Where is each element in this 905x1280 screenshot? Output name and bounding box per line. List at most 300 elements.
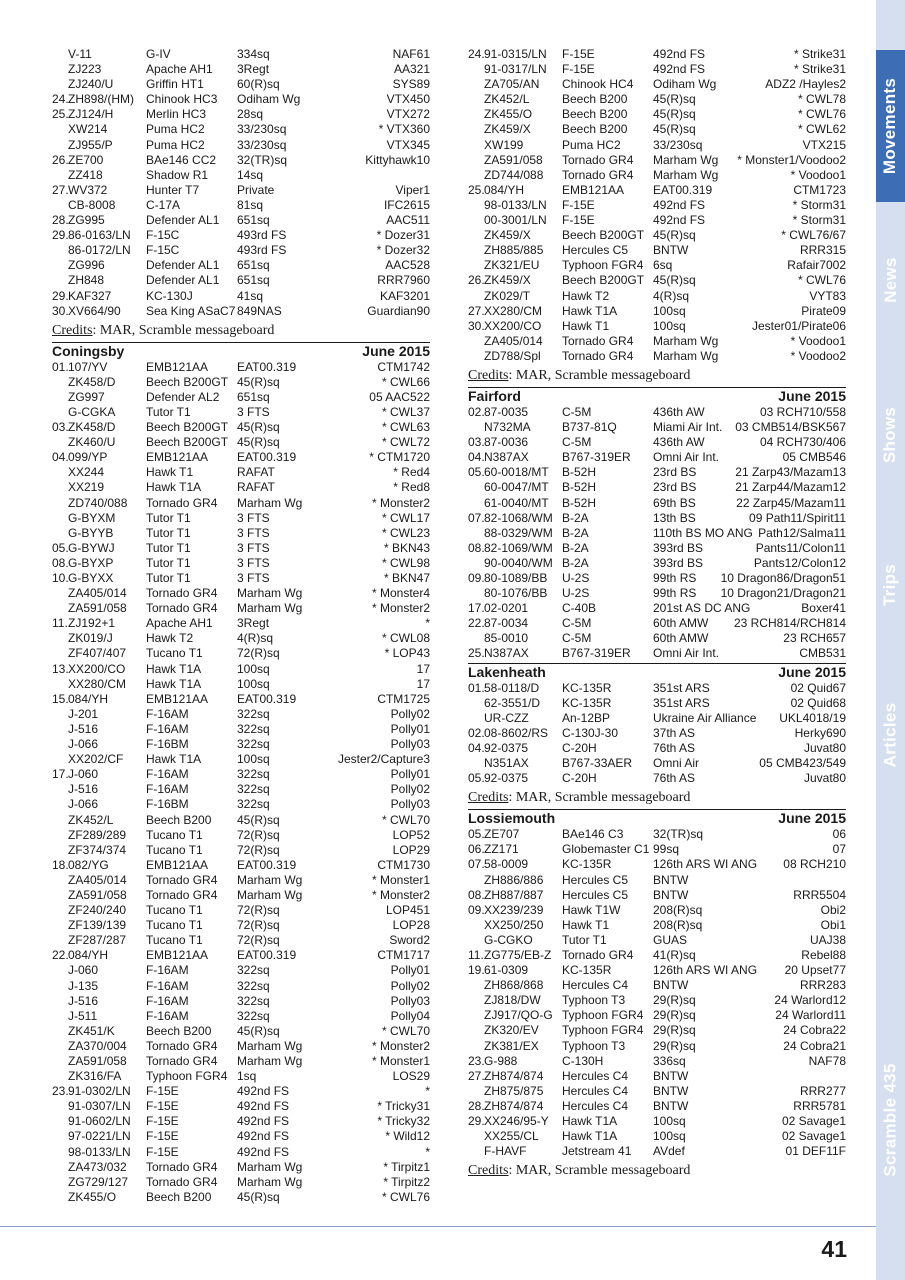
callsign: RRR7960 bbox=[377, 273, 430, 288]
callsign: Obi2 bbox=[820, 902, 846, 917]
registration: 98-0133/LN bbox=[484, 197, 547, 212]
callsign: SYS89 bbox=[392, 77, 430, 92]
unit: 351st ARS bbox=[653, 695, 710, 710]
movement-row bbox=[468, 756, 846, 771]
callsign: 10 Dragon86/Dragon51 bbox=[720, 571, 846, 585]
unit: 322sq bbox=[237, 737, 270, 752]
movement-row bbox=[52, 62, 430, 77]
credits-text: : MAR, Scramble messageboard bbox=[508, 367, 691, 383]
movement-row bbox=[52, 1069, 430, 1084]
movement-row bbox=[52, 258, 430, 273]
movement-row bbox=[468, 873, 846, 888]
callsign: 05 CMB423/549 bbox=[759, 756, 846, 771]
movement-row bbox=[468, 198, 846, 213]
movement-row bbox=[468, 993, 846, 1008]
aircraft-type: Tornado GR4 bbox=[146, 586, 218, 601]
unit: 493rd FS bbox=[237, 243, 287, 258]
aircraft-type: F-15E bbox=[562, 62, 595, 77]
aircraft-type: C-17A bbox=[146, 197, 181, 212]
aircraft-type: EMB121AA bbox=[146, 948, 209, 963]
movement-row bbox=[52, 994, 430, 1009]
unit: 32(TR)sq bbox=[653, 827, 704, 842]
callsign: LOS29 bbox=[392, 1069, 430, 1084]
aircraft-type: KC-135R bbox=[562, 963, 612, 978]
callsign: * Tirpitz2 bbox=[383, 1174, 430, 1189]
tab-shows[interactable] bbox=[876, 380, 905, 490]
unit: 60th AMW bbox=[653, 631, 709, 646]
registration: ZE700 bbox=[68, 152, 104, 167]
registration: J-066 bbox=[68, 797, 99, 812]
movement-row bbox=[468, 541, 846, 556]
movement-row bbox=[468, 948, 846, 963]
unit: 41(R)sq bbox=[653, 947, 696, 962]
registration: J-201 bbox=[68, 706, 99, 721]
aircraft-type: Tornado GR4 bbox=[146, 1159, 218, 1174]
unit: 492nd FS bbox=[237, 1084, 290, 1099]
tab-trips[interactable] bbox=[876, 530, 905, 640]
aircraft-type: Tornado GR4 bbox=[562, 167, 634, 182]
registration: ZK019/J bbox=[68, 631, 113, 646]
aircraft-type: Hawk T1 bbox=[562, 318, 610, 333]
unit: 3 FTS bbox=[237, 510, 270, 525]
registration: ZA705/AN bbox=[484, 77, 540, 92]
movement-row bbox=[468, 842, 846, 857]
callsign: * bbox=[425, 616, 430, 631]
registration: J-060 bbox=[68, 767, 99, 782]
aircraft-type: Tornado GR4 bbox=[146, 1038, 218, 1053]
movement-row bbox=[52, 1175, 430, 1190]
registration: CB-8008 bbox=[68, 197, 116, 212]
movement-row bbox=[52, 198, 430, 213]
callsign: * VTX360 bbox=[378, 122, 430, 137]
callsign: UKL4018/19 bbox=[779, 710, 846, 725]
callsign: CTM1725 bbox=[377, 691, 430, 706]
day: 03. bbox=[52, 420, 69, 435]
credits-label: Credits bbox=[468, 790, 509, 806]
movement-row bbox=[468, 1129, 846, 1144]
callsign: LOP29 bbox=[392, 842, 430, 857]
callsign: LOP451 bbox=[385, 903, 430, 918]
callsign: CTM1723 bbox=[793, 182, 846, 197]
aircraft-type: Tutor T1 bbox=[146, 540, 191, 555]
callsign: Guardian90 bbox=[367, 303, 430, 318]
movement-row bbox=[52, 405, 430, 420]
registration: 85-0010 bbox=[484, 631, 529, 646]
registration: F-HAVF bbox=[484, 1144, 527, 1159]
registration: ZF287/287 bbox=[68, 933, 127, 948]
tab-news[interactable] bbox=[876, 225, 905, 335]
day: 29. bbox=[52, 288, 69, 303]
callsign: NAF78 bbox=[808, 1053, 846, 1068]
day: 03. bbox=[468, 435, 485, 450]
aircraft-type: Hawk T1W bbox=[562, 902, 621, 917]
callsign: * CWL76 bbox=[797, 107, 846, 122]
movement-row bbox=[468, 47, 846, 62]
unit: 45(R)sq bbox=[653, 273, 696, 288]
aircraft-type: Hawk T1 bbox=[146, 465, 194, 480]
movement-row bbox=[52, 360, 430, 375]
registration: ZH874/874 bbox=[484, 1068, 544, 1083]
registration: ZA473/032 bbox=[68, 1159, 127, 1174]
section-sidebar bbox=[876, 0, 905, 1280]
aircraft-type: Tornado GR4 bbox=[562, 152, 634, 167]
movement-row bbox=[52, 828, 430, 843]
movement-row bbox=[468, 631, 846, 646]
callsign: * Tricky31 bbox=[377, 1099, 430, 1114]
location-header bbox=[468, 809, 846, 827]
movement-row bbox=[468, 1099, 846, 1114]
unit: 322sq bbox=[237, 706, 270, 721]
aircraft-type: F-15E bbox=[146, 1099, 179, 1114]
unit: 100sq bbox=[237, 752, 270, 767]
unit: EAT00.319 bbox=[237, 857, 297, 872]
movement-row bbox=[468, 526, 846, 541]
day: 01. bbox=[468, 680, 485, 695]
movement-row bbox=[468, 711, 846, 726]
callsign: * BKN43 bbox=[383, 540, 430, 555]
callsign: * CWL62 bbox=[797, 122, 846, 137]
registration: 87-0036 bbox=[484, 435, 529, 450]
registration: ZF407/407 bbox=[68, 646, 127, 661]
aircraft-type: Tornado GR4 bbox=[146, 601, 218, 616]
aircraft-type: Tutor T1 bbox=[146, 571, 191, 585]
registration: 98-0133/LN bbox=[68, 1144, 131, 1159]
tab-movements[interactable] bbox=[876, 50, 905, 202]
credits-line bbox=[468, 788, 846, 808]
registration: XX280/CM bbox=[484, 303, 543, 318]
unit: 492nd FS bbox=[653, 213, 706, 228]
registration: ZK452/L bbox=[68, 812, 114, 827]
aircraft-type: Chinook HC3 bbox=[146, 92, 218, 107]
aircraft-type: BAe146 CC2 bbox=[146, 152, 217, 167]
registration: ZK459/X bbox=[484, 273, 531, 288]
month-label: June 2015 bbox=[778, 387, 846, 404]
day: 23. bbox=[52, 1084, 69, 1099]
unit: 33/230sq bbox=[237, 122, 287, 137]
registration: ZD744/088 bbox=[484, 167, 544, 182]
unit: 69th BS bbox=[653, 495, 696, 510]
aircraft-type: F-15C bbox=[146, 243, 180, 258]
registration: ZH886/886 bbox=[484, 872, 544, 887]
movement-row bbox=[468, 556, 846, 571]
registration: 08-8602/RS bbox=[484, 725, 549, 740]
movement-row bbox=[468, 511, 846, 526]
callsign: 09 Path11/Spirit11 bbox=[749, 510, 846, 525]
aircraft-type: Tutor T1 bbox=[146, 404, 191, 419]
tab-scramble-435[interactable] bbox=[876, 1020, 905, 1220]
callsign: AAC528 bbox=[385, 258, 430, 273]
registration: ZK452/L bbox=[484, 92, 530, 107]
tab-label: News bbox=[880, 257, 900, 303]
registration: 082/YG bbox=[68, 857, 109, 872]
callsign: Polly02 bbox=[390, 706, 430, 721]
registration: ZF374/374 bbox=[68, 842, 127, 857]
unit: Marham Wg bbox=[653, 152, 719, 167]
registration: KAF327 bbox=[68, 288, 112, 303]
callsign: 20 Upset77 bbox=[784, 963, 846, 978]
aircraft-type: Beech B200 bbox=[146, 1189, 212, 1204]
callsign: 02 Savage1 bbox=[781, 1129, 846, 1144]
unit: 72(R)sq bbox=[237, 646, 280, 661]
callsign: * Monster4 bbox=[371, 586, 430, 601]
day: 24. bbox=[468, 47, 485, 61]
aircraft-type: Beech B200 bbox=[146, 1023, 212, 1038]
callsign: 02 Savage1 bbox=[781, 1114, 846, 1128]
callsign: Polly02 bbox=[390, 782, 430, 797]
registration: WV372 bbox=[68, 182, 108, 197]
registration: ZK459/X bbox=[484, 122, 531, 137]
registration: G-CGKA bbox=[68, 404, 116, 419]
registration: ZJ240/U bbox=[68, 77, 114, 92]
registration: ZK458/D bbox=[68, 420, 116, 435]
aircraft-type: Hawk T1A bbox=[146, 676, 202, 691]
aircraft-type: Tutor T1 bbox=[146, 510, 191, 525]
callsign: * Monster1 bbox=[371, 1054, 430, 1068]
movement-row bbox=[52, 813, 430, 828]
movement-row bbox=[52, 662, 430, 677]
month-label: June 2015 bbox=[778, 663, 846, 680]
unit: 651sq bbox=[237, 258, 270, 273]
movement-row bbox=[468, 726, 846, 741]
movement-row bbox=[52, 77, 430, 92]
movement-row bbox=[468, 741, 846, 756]
registration: ZH875/875 bbox=[484, 1083, 544, 1098]
unit: 6sq bbox=[653, 258, 673, 273]
registration: XX200/CO bbox=[68, 661, 126, 676]
unit: 29(R)sq bbox=[653, 1023, 696, 1038]
aircraft-type: B767-319ER bbox=[562, 646, 631, 661]
registration: XX239/239 bbox=[484, 902, 544, 917]
aircraft-type: Beech B200 bbox=[562, 107, 628, 122]
movement-row bbox=[52, 480, 430, 495]
callsign: 17 bbox=[416, 676, 430, 691]
day: 28. bbox=[52, 213, 69, 228]
registration: 084/YH bbox=[68, 691, 109, 706]
day: 05. bbox=[468, 827, 485, 842]
movement-row bbox=[52, 616, 430, 631]
registration: ZK451/K bbox=[68, 1023, 115, 1038]
callsign: * Voodoo1 bbox=[790, 167, 846, 182]
callsign: 24 Cobra21 bbox=[783, 1038, 846, 1053]
aircraft-type: EMB121AA bbox=[146, 450, 209, 465]
aircraft-type: Defender AL2 bbox=[146, 389, 220, 404]
movement-row bbox=[52, 556, 430, 571]
callsign: VTX215 bbox=[802, 137, 846, 152]
movement-row bbox=[52, 153, 430, 168]
callsign: Herky690 bbox=[794, 725, 846, 740]
movement-row bbox=[52, 948, 430, 963]
movement-row bbox=[52, 390, 430, 405]
unit: Marham Wg bbox=[653, 348, 719, 363]
registration: ZK458/D bbox=[68, 374, 116, 389]
unit: BNTW bbox=[653, 978, 689, 993]
day: 11. bbox=[468, 947, 484, 962]
unit: 651sq bbox=[237, 213, 270, 228]
callsign: * Storm31 bbox=[792, 197, 846, 212]
unit: 336sq bbox=[653, 1053, 686, 1068]
aircraft-type: Tornado GR4 bbox=[562, 333, 634, 348]
unit: RAFAT bbox=[237, 480, 275, 495]
movement-row bbox=[52, 1009, 430, 1024]
callsign: LOP28 bbox=[392, 918, 430, 933]
credits-label: Credits bbox=[52, 322, 93, 338]
movement-row bbox=[52, 646, 430, 661]
registration: 91-0317/LN bbox=[484, 62, 547, 77]
registration: 60-0018/MT bbox=[484, 465, 549, 480]
registration: ZD740/088 bbox=[68, 495, 128, 510]
unit: 651sq bbox=[237, 389, 270, 404]
callsign: * CWL70 bbox=[381, 812, 430, 827]
movement-row bbox=[468, 273, 846, 288]
unit: 651sq bbox=[237, 273, 270, 288]
movement-row bbox=[52, 888, 430, 903]
callsign: AAC511 bbox=[386, 213, 430, 228]
unit: 493rd FS bbox=[237, 228, 287, 243]
aircraft-type: F-15E bbox=[562, 47, 595, 61]
aircraft-type: Tucano T1 bbox=[146, 646, 203, 661]
movement-row bbox=[468, 107, 846, 122]
day: 05. bbox=[468, 465, 485, 480]
callsign: * CWL76 bbox=[381, 1189, 430, 1204]
day: 07. bbox=[468, 510, 485, 525]
callsign: 03 RCH710/558 bbox=[759, 404, 846, 419]
registration: XW214 bbox=[68, 122, 108, 137]
unit: 45(R)sq bbox=[237, 1023, 280, 1038]
registration: 91-0315/LN bbox=[484, 47, 547, 61]
callsign: * Monster2 bbox=[371, 1038, 430, 1053]
callsign: Pants11/Colon11 bbox=[755, 540, 846, 555]
aircraft-type: Hawk T1A bbox=[562, 303, 618, 318]
location-name: Lakenheath bbox=[468, 663, 546, 680]
movement-row bbox=[52, 289, 430, 304]
aircraft-type: EMB121AA bbox=[562, 182, 625, 197]
day: 22. bbox=[468, 616, 485, 631]
registration: ZA591/058 bbox=[68, 601, 127, 616]
aircraft-type: F-16AM bbox=[146, 963, 189, 978]
movement-row bbox=[468, 480, 846, 495]
registration: ZJ818/DW bbox=[484, 993, 541, 1008]
tab-label: Movements bbox=[880, 77, 900, 175]
movement-row bbox=[468, 933, 846, 948]
aircraft-type: Tornado GR4 bbox=[146, 495, 218, 510]
location-header bbox=[468, 387, 846, 405]
movement-row bbox=[52, 1054, 430, 1069]
movement-row bbox=[468, 77, 846, 92]
callsign: 24 Warlord12 bbox=[774, 993, 846, 1008]
registration: 107/YV bbox=[68, 359, 108, 374]
aircraft-type: Griffin HT1 bbox=[146, 77, 204, 92]
unit: 322sq bbox=[237, 767, 270, 782]
movement-row bbox=[468, 571, 846, 586]
callsign: VYT83 bbox=[809, 288, 846, 303]
unit: 322sq bbox=[237, 797, 270, 812]
unit: 492nd FS bbox=[237, 1114, 290, 1129]
unit: 45(R)sq bbox=[653, 122, 696, 137]
tab-articles[interactable] bbox=[876, 670, 905, 800]
location-name: Coningsby bbox=[52, 342, 125, 359]
aircraft-type: Hercules C5 bbox=[562, 243, 629, 258]
registration: 61-0040/MT bbox=[484, 495, 549, 510]
registration: 86-0172/LN bbox=[68, 243, 131, 258]
registration: 02-0201 bbox=[484, 601, 529, 616]
unit: EAT00.319 bbox=[237, 691, 297, 706]
aircraft-type: F-15E bbox=[146, 1114, 179, 1129]
aircraft-type: Hawk T1A bbox=[562, 1129, 618, 1144]
movement-row bbox=[468, 696, 846, 711]
callsign: 04 RCH730/406 bbox=[759, 435, 846, 450]
movement-row bbox=[468, 1039, 846, 1054]
location-header bbox=[52, 342, 430, 360]
aircraft-type: Hercules C5 bbox=[562, 872, 629, 887]
movement-row bbox=[468, 450, 846, 465]
callsign: VTX272 bbox=[386, 107, 430, 122]
unit: 100sq bbox=[653, 1114, 686, 1128]
callsign: RRR315 bbox=[799, 243, 846, 258]
callsign: Boxer41 bbox=[801, 601, 846, 616]
movement-row bbox=[52, 122, 430, 137]
credits-text: : MAR, Scramble messageboard bbox=[92, 322, 275, 338]
day: 27. bbox=[468, 1068, 485, 1083]
unit: RAFAT bbox=[237, 465, 275, 480]
movement-row bbox=[468, 420, 846, 435]
callsign: 01 DEF11F bbox=[785, 1144, 846, 1159]
registration: XX200/CO bbox=[484, 318, 542, 333]
day: 26. bbox=[52, 152, 69, 167]
unit: 45(R)sq bbox=[237, 420, 280, 435]
registration: G-988 bbox=[484, 1053, 518, 1068]
movement-row bbox=[468, 963, 846, 978]
day: 27. bbox=[468, 303, 485, 318]
aircraft-type: Beech B200 bbox=[146, 812, 212, 827]
unit: 322sq bbox=[237, 1008, 270, 1023]
callsign: Pirate09 bbox=[801, 303, 846, 318]
movement-row bbox=[52, 767, 430, 782]
registration: 90-0040/WM bbox=[484, 555, 553, 570]
registration: XV664/90 bbox=[68, 303, 121, 318]
registration: ZA405/014 bbox=[484, 333, 543, 348]
movement-row bbox=[52, 1129, 430, 1144]
registration: ZG997 bbox=[68, 389, 105, 404]
movement-row bbox=[52, 375, 430, 390]
day: 02. bbox=[468, 725, 485, 740]
callsign: * Storm31 bbox=[792, 213, 846, 228]
callsign: * Tricky32 bbox=[377, 1114, 430, 1129]
aircraft-type: Beech B200GT bbox=[146, 435, 229, 450]
callsign: * CWL63 bbox=[381, 420, 430, 435]
movement-row bbox=[468, 122, 846, 137]
callsign: Polly02 bbox=[390, 978, 430, 993]
aircraft-type: Defender AL1 bbox=[146, 213, 220, 228]
unit: Marham Wg bbox=[237, 1038, 303, 1053]
aircraft-type: Apache AH1 bbox=[146, 62, 213, 77]
aircraft-type: Hercules C4 bbox=[562, 978, 629, 993]
movement-row bbox=[52, 213, 430, 228]
unit: 72(R)sq bbox=[237, 933, 280, 948]
day: 08. bbox=[52, 555, 69, 570]
movement-row bbox=[468, 601, 846, 616]
registration: 00-3001/LN bbox=[484, 213, 547, 228]
movement-row bbox=[52, 707, 430, 722]
aircraft-type: F-16AM bbox=[146, 721, 189, 736]
aircraft-type: Tutor T1 bbox=[146, 555, 191, 570]
movement-row bbox=[468, 1084, 846, 1099]
movement-row bbox=[468, 888, 846, 903]
day: 15. bbox=[52, 691, 69, 706]
movement-row bbox=[468, 243, 846, 258]
day: 04. bbox=[468, 740, 485, 755]
aircraft-type: Puma HC2 bbox=[562, 137, 621, 152]
aircraft-type: C-5M bbox=[562, 404, 592, 419]
